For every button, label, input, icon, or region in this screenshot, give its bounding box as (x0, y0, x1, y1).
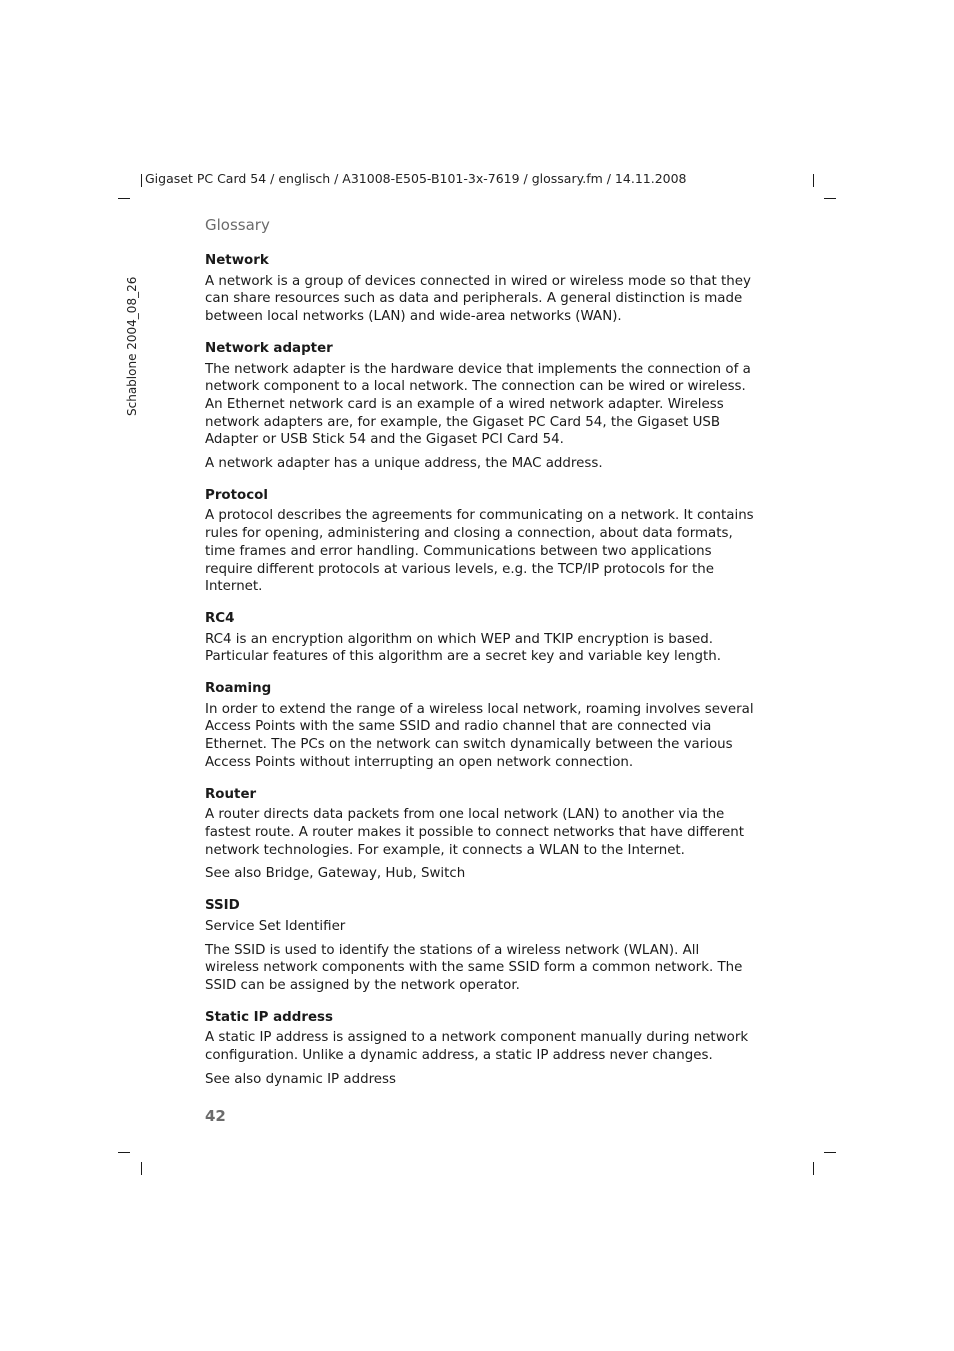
crop-mark-bottom-left-vertical (141, 1162, 142, 1175)
entry-paragraph: A protocol describes the agreements for communicating on a network. It contains rules for opening, administering and closing a connection, about data formats, time frames and error handling. Communications between two applications require different protocols at various levels, e.g. the TCP/IP protocols for the Internet. (205, 508, 754, 595)
entry-paragraph: See also Bridge, Gateway, Hub, Switch (205, 866, 466, 882)
crop-mark-top-left-horizontal (118, 198, 130, 199)
crop-mark-top-left-vertical (141, 174, 142, 187)
glossary-entry (205, 1009, 755, 1089)
glossary-entry (205, 786, 755, 884)
entry-paragraph: A router directs data packets from one local network (LAN) to another via the fastest route. A router makes it possible to connect networks that have different network technologies. For example, it connects a WLAN to the Internet. (205, 807, 745, 858)
entry-paragraph: A network is a group of devices connected in wired or wireless mode so that they can share resources such as data and peripherals. A general distinction is made between local networks (LAN) and wide-area networks (WAN). (205, 273, 751, 325)
entry-paragraph: See also dynamic IP address (205, 1071, 396, 1087)
crop-mark-top-right-vertical (813, 174, 814, 187)
glossary-entry (205, 487, 755, 596)
entry-term: Network adapter (205, 340, 333, 356)
glossary-entry (205, 340, 755, 473)
entry-term: Static IP address (205, 1009, 333, 1025)
crop-mark-bottom-right-vertical (813, 1162, 814, 1175)
glossary-entry (205, 610, 755, 666)
side-label: Schablone 2004_08_26 (125, 276, 139, 416)
entry-paragraph: The SSID is used to identify the stations of a wireless network (WLAN). All wireless network components with the same SSID form a common network. The SSID can be assigned by the network operator. (205, 942, 743, 993)
entry-paragraph: The network adapter is the hardware device that implements the connection of a network component to a local network. The connection can be wired or wireless. An Ethernet network card is an example of a wired network adapter. Wireless network adapters are, for example, the Gigaset PC Card 54, the Gigaset USB Adapter or USB Stick 54 and the Gigaset PCI Card 54. (205, 361, 751, 448)
crop-mark-bottom-left-horizontal (118, 1152, 130, 1153)
entry-paragraph: RC4 is an encryption algorithm on which WEP and TKIP encryption is based. Particular features of this algorithm are a secret key and variable key length. (205, 631, 721, 665)
crop-mark-top-right-horizontal (824, 198, 836, 199)
glossary-entry (205, 680, 755, 772)
crop-mark-bottom-right-horizontal (824, 1152, 836, 1153)
entry-paragraph: A network adapter has a unique address, the MAC address. (205, 456, 603, 472)
entry-term: Router (205, 786, 257, 802)
document-header: Gigaset PC Card 54 / englisch / A31008-E505-B101-3x-7619 / glossary.fm / 14.11.2008 (145, 171, 687, 186)
entry-term: Protocol (205, 487, 268, 503)
entry-term: Network (205, 253, 269, 268)
entry-paragraph: A static IP address is assigned to a network component manually during network configuration. Unlike a dynamic address, a static IP address never changes. (205, 1030, 749, 1064)
entry-term: Roaming (205, 681, 272, 697)
page-number: 42 (205, 1107, 226, 1125)
glossary-entries (205, 252, 755, 1102)
glossary-entry (205, 897, 755, 995)
entry-term: RC4 (205, 610, 235, 626)
entry-paragraph: Service Set Identifier (205, 918, 346, 934)
entry-term: SSID (205, 898, 240, 914)
glossary-entry (205, 252, 755, 326)
entry-paragraph: In order to extend the range of a wireless local network, roaming involves several Access Points with the same SSID and radio channel that are connected via Ethernet. The PCs on the network can switch dynamically between the various Access Points without interrupting an open network connection. (205, 701, 754, 770)
section-title: Glossary (205, 216, 270, 234)
